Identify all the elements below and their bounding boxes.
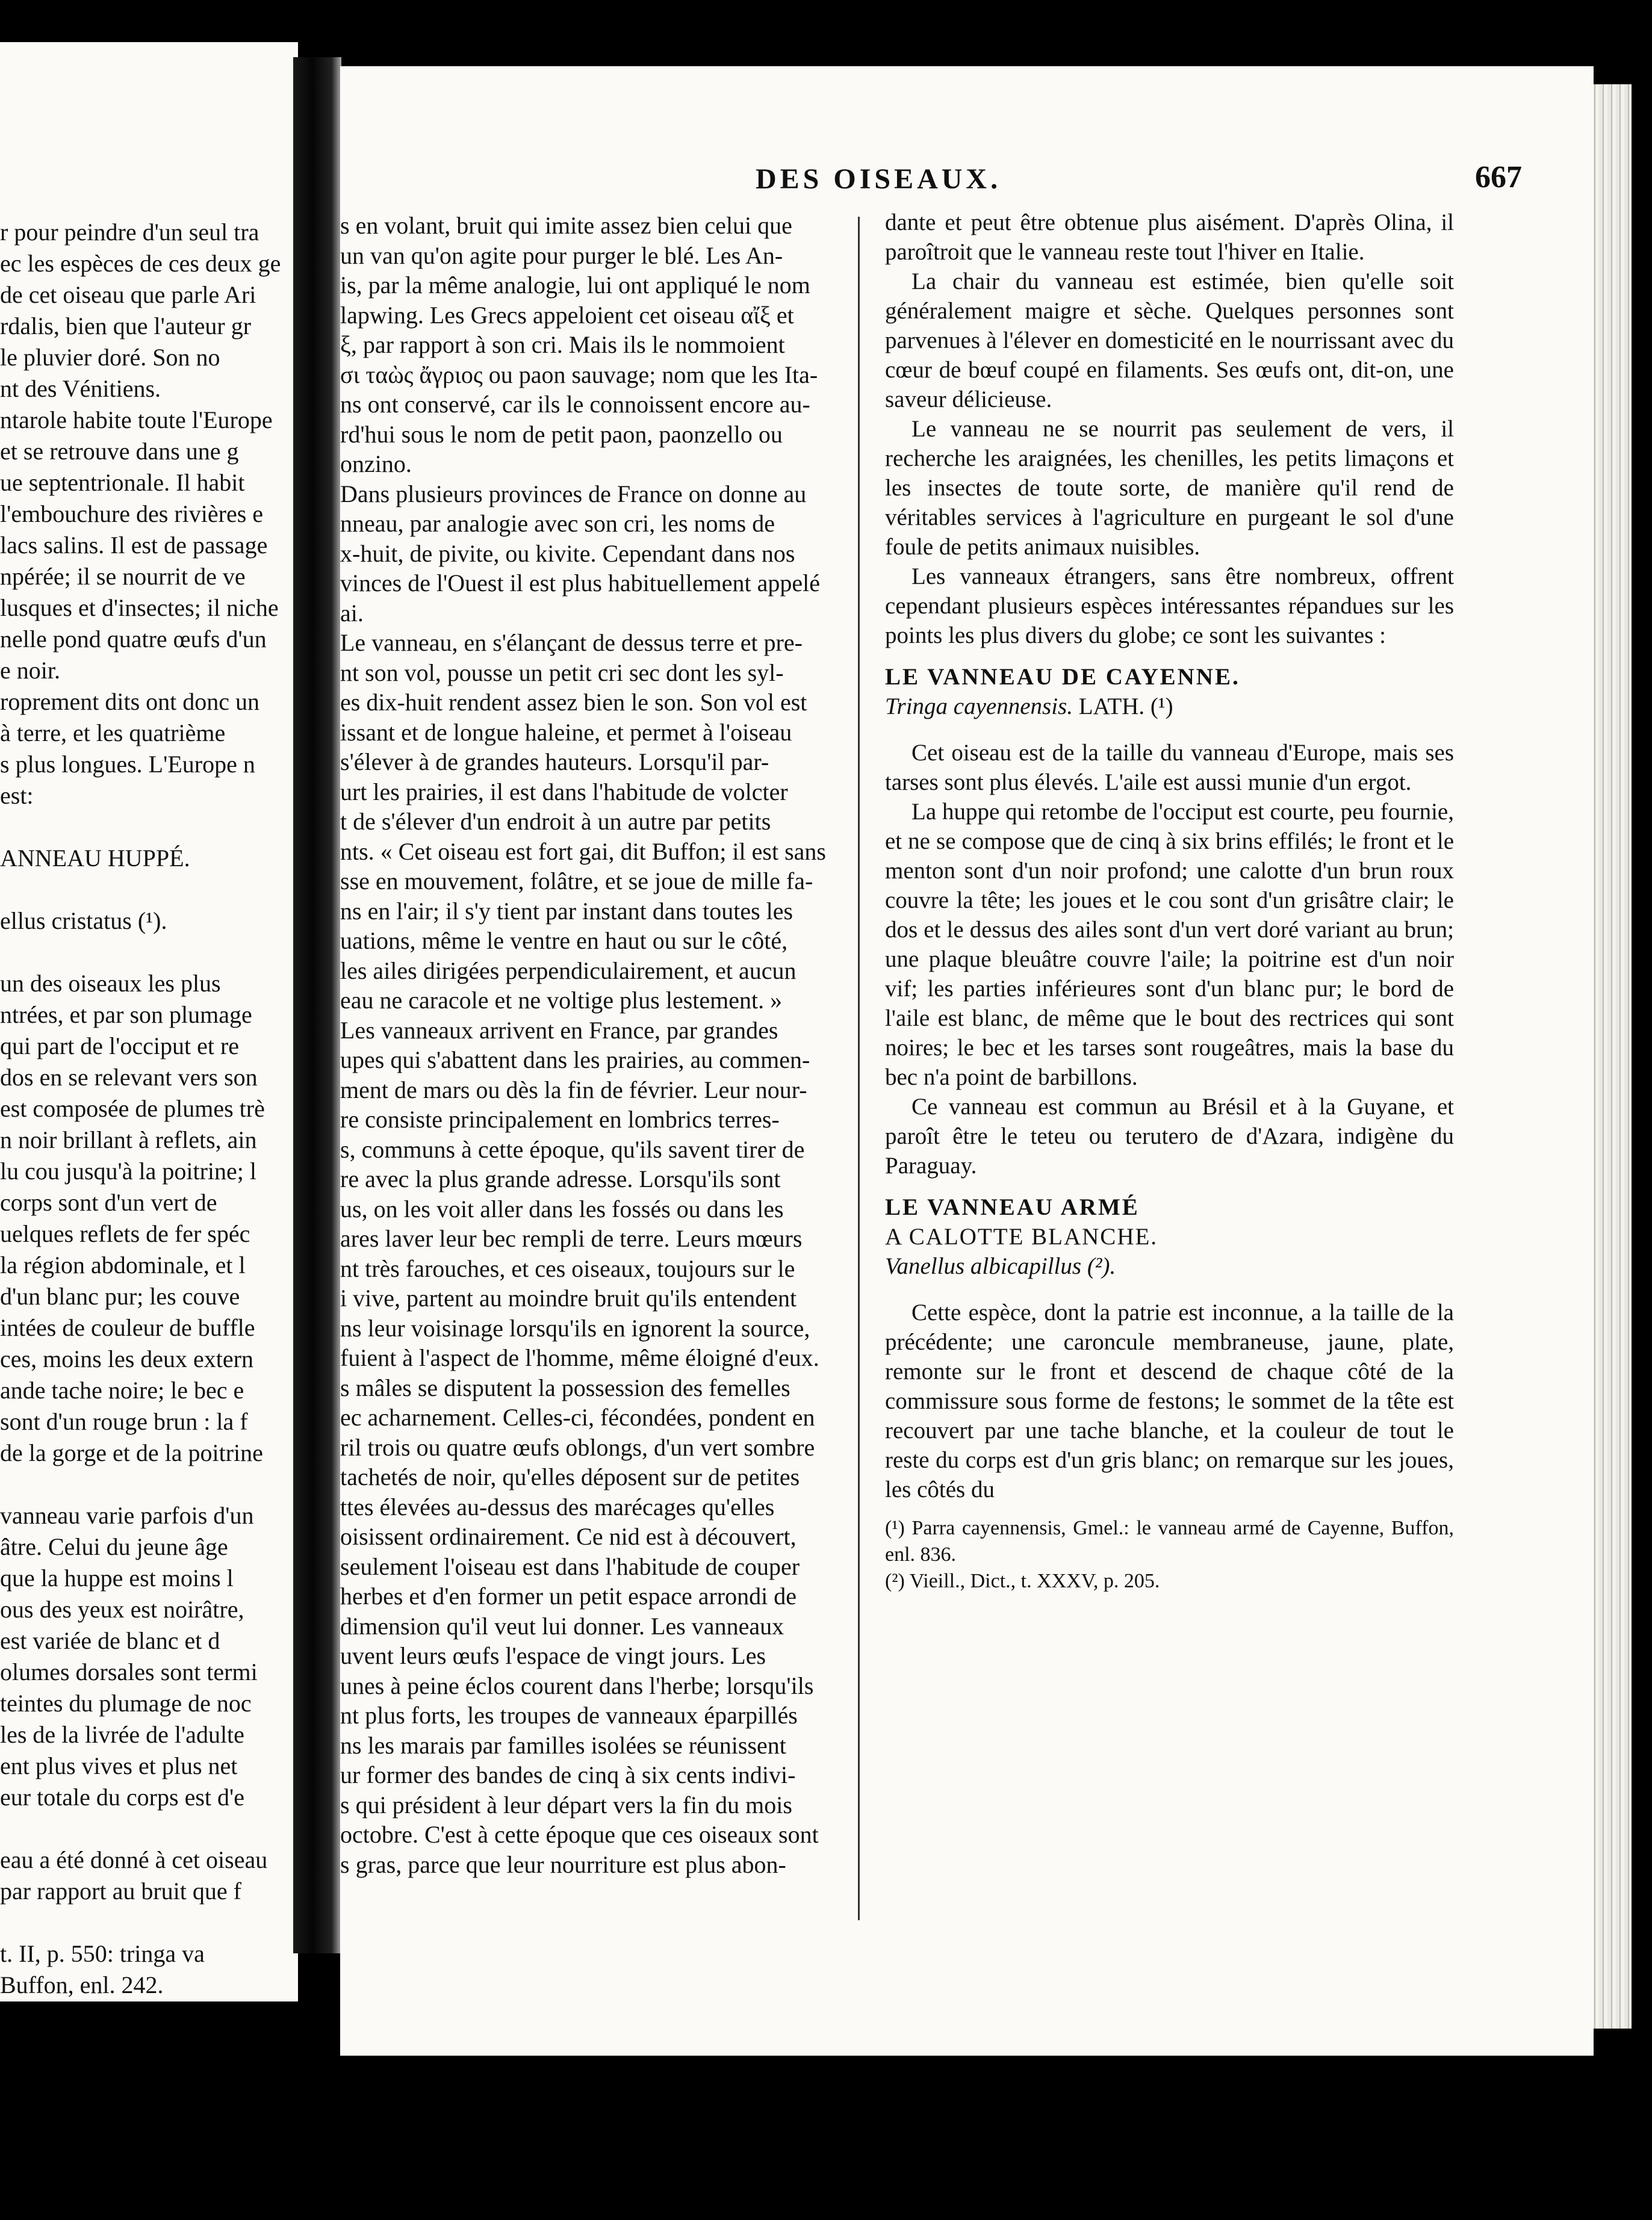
text-line: t. II, p. 550: tringa va <box>0 1940 205 1967</box>
text-line: es dix-huit rendent assez bien le son. Son vol est <box>340 689 807 716</box>
text-line <box>0 937 298 968</box>
text-line: ec les espèces de ces deux ge <box>0 250 281 277</box>
text-line: oisissent ordinairement. Ce nid est à découvert, <box>340 1523 796 1550</box>
text-line: e noir. <box>0 657 60 684</box>
text-line: t de s'élever d'un endroit à un autre par petits <box>340 808 771 835</box>
text-line: s mâles se disputent la possession des femelles <box>340 1374 790 1401</box>
text-line: lapwing. Les Grecs appeloient cet oiseau αἴξ et <box>340 301 794 329</box>
page-number: 667 <box>1475 160 1522 194</box>
footnote: (¹) Parra cayennensis, Gmel.: le vanneau armé de Cayenne, Buffon, enl. 836. <box>885 1517 1454 1566</box>
section-heading: LE VANNEAU DE CAYENNE. <box>885 664 1240 690</box>
text-line: re avec la plus grande adresse. Lorsqu'ils sont <box>340 1165 781 1192</box>
text-line: i vive, partent au moindre bruit qu'ils entendent <box>340 1285 797 1312</box>
text-line: us, on les voit aller dans les fossés ou dans les <box>340 1195 784 1223</box>
text-line: la région abdominale, et l <box>0 1251 246 1279</box>
text-line: ai. <box>340 599 364 627</box>
text-line: est: <box>0 782 34 809</box>
footnote: (²) Vieill., Dict., t. XXXV, p. 205. <box>885 1570 1160 1592</box>
text-line: ares laver leur bec rempli de terre. Leurs mœurs <box>340 1225 803 1252</box>
text-line: le pluvier doré. Son no <box>0 344 220 371</box>
text-line <box>0 811 298 843</box>
text-line: nt plus forts, les troupes de vanneaux éparpillés <box>340 1702 798 1729</box>
text-line: dimension qu'il veut lui donner. Les vanneaux <box>340 1612 784 1640</box>
paragraph: Cette espèce, dont la patrie est inconnue, a la taille de la précédente; une caroncule membraneuse, jaune, plate, remonte sur le front et descend de chaque côté de la commissure sous forme de festons; le sommet de la tête est recouvert par une tache blanche, et la couleur de tout le reste du corps est d'un gris blanc; on remarque sur les joues, les côtés du <box>885 1300 1454 1502</box>
text-line: olumes dorsales sont termi <box>0 1658 258 1685</box>
paragraph: La chair du vanneau est estimée, bien qu'elle soit généralement maigre et sèche. Quelques personnes sont parvenues à l'élever en domesticité en le nourrissant avec du cœur de bœuf coupé en filaments. Ses œufs ont, dit-on, une saveur délicieuse. <box>885 268 1454 412</box>
text-line: ANNEAU HUPPÉ. <box>0 845 190 872</box>
text-line: et se retrouve dans une g <box>0 438 239 465</box>
text-line: Le vanneau, en s'élançant de dessus terre et pre- <box>340 629 803 656</box>
text-line: n noir brillant à reflets, ain <box>0 1126 257 1153</box>
text-line: ur former des bandes de cinq à six cents indivi- <box>340 1761 796 1788</box>
text-line: les de la livrée de l'adulte <box>0 1721 244 1748</box>
text-line: âtre. Celui du jeune âge <box>0 1533 228 1560</box>
section-subheading: A CALOTTE BLANCHE. <box>885 1224 1158 1250</box>
text-line: ande tache noire; le bec e <box>0 1377 244 1404</box>
text-line: de la gorge et de la poitrine <box>0 1439 263 1466</box>
text-line: eau ne caracole et ne voltige plus lestement. » <box>340 987 783 1014</box>
text-line: ξ, par rapport à son cri. Mais ils le nommoient <box>340 331 785 358</box>
text-line: sont d'un rouge brun : la f <box>0 1408 248 1435</box>
text-line: herbes et d'en former un petit espace arrondi de <box>340 1583 796 1610</box>
column-right <box>885 208 1454 1595</box>
text-line: urt les prairies, il est dans l'habitude de volcter <box>340 778 788 805</box>
left-page <box>0 42 298 2001</box>
left-page-text <box>0 217 298 2001</box>
text-line: uations, même le ventre en haut ou sur le côté, <box>340 927 788 954</box>
text-line: r pour peindre d'un seul tra <box>0 219 259 246</box>
text-line: que la huppe est moins l <box>0 1564 234 1592</box>
paragraph: Ce vanneau est commun au Brésil et à la Guyane, et paroît être le teteu ou terutero de d'Azara, indigène du Paraguay. <box>885 1094 1454 1179</box>
text-line: ment de mars ou dès la fin de février. Leur nour- <box>340 1076 807 1103</box>
text-line: uelques reflets de fer spéc <box>0 1220 250 1247</box>
text-line: de cet oiseau que parle Ari <box>0 281 256 308</box>
text-line: est variée de blanc et d <box>0 1627 220 1654</box>
column-left <box>340 211 855 1879</box>
text-line <box>0 1813 298 1844</box>
text-line: tachetés de noir, qu'elles déposent sur de petites <box>340 1463 800 1490</box>
text-line: s, communs à cette époque, qu'ils savent tirer de <box>340 1135 805 1163</box>
text-line: l'embouchure des rivières e <box>0 500 264 527</box>
text-line: ntrées, et par son plumage <box>0 1001 252 1028</box>
text-line <box>0 874 298 905</box>
paragraph: dante et peut être obtenue plus aisément. D'après Olina, il paroîtroit que le vanneau reste tout l'hiver en Italie. <box>885 209 1454 265</box>
text-line: nt très farouches, et ces oiseaux, toujours sur le <box>340 1254 795 1282</box>
paragraph: Le vanneau ne se nourrit pas seulement de vers, il recherche les araignées, les chenilles, les petits limaçons et les insectes de toute sorte, de manière qu'il rend de véritables services à l'agriculture en purgeant le sol d'une foule de petits animaux nuisibles. <box>885 416 1454 560</box>
text-line: eau a été donné à cet oiseau <box>0 1846 268 1873</box>
text-line: est composée de plumes trè <box>0 1095 265 1122</box>
text-line: intées de couleur de buffle <box>0 1314 255 1341</box>
text-line: s en volant, bruit qui imite assez bien celui que <box>340 212 792 239</box>
text-line: is, par la même analogie, lui ont appliqué le nom <box>340 271 810 299</box>
text-line: s qui président à leur départ vers la fin du mois <box>340 1791 792 1818</box>
paragraph: Cet oiseau est de la taille du vanneau d'Europe, mais ses tarses sont plus élevés. L'aile est aussi munie d'un ergot. <box>885 740 1454 795</box>
text-line: ellus cristatus (¹). <box>0 907 167 934</box>
book-gutter <box>293 57 341 1953</box>
text-line: vanneau varie parfois d'un <box>0 1502 254 1529</box>
text-line: ril trois ou quatre œufs oblongs, d'un vert sombre <box>340 1433 815 1461</box>
text-line: corps sont d'un vert de <box>0 1189 217 1216</box>
column-rule <box>858 217 860 1920</box>
text-line: lusques et d'insectes; il niche <box>0 594 279 621</box>
text-line: eur totale du corps est d'e <box>0 1784 244 1811</box>
text-line: unes à peine éclos courent dans l'herbe; lorsqu'ils <box>340 1672 814 1699</box>
text-line: Dans plusieurs provinces de France on donne au <box>340 480 807 507</box>
text-line: teintes du plumage de noc <box>0 1690 252 1717</box>
text-line: issant et de longue haleine, et permet à l'oiseau <box>340 718 792 746</box>
text-line: ttes élevées au-dessus des marécages qu'elles <box>340 1493 775 1521</box>
text-line: lu cou jusqu'à la poitrine; l <box>0 1158 257 1185</box>
text-line: nts. « Cet oiseau est fort gai, dit Buffon; il est sans <box>340 837 826 865</box>
text-line: qui part de l'occiput et re <box>0 1032 240 1059</box>
text-line: un van qu'on agite pour purger le blé. Les An- <box>340 241 783 269</box>
text-line: ue septentrionale. Il habit <box>0 469 245 496</box>
text-line: nelle pond quatre œufs d'un <box>0 625 267 653</box>
text-line: Les vanneaux arrivent en France, par grandes <box>340 1016 778 1044</box>
text-line: nt son vol, pousse un petit cri sec dont les syl- <box>340 659 784 686</box>
text-line: x-huit, de pivite, ou kivite. Cependant dans nos <box>340 539 795 567</box>
text-line: rdalis, bien que l'auteur gr <box>0 312 252 340</box>
text-line: re consiste principalement en lombrics terres- <box>340 1106 780 1133</box>
paragraph: La huppe qui retombe de l'occiput est courte, peu fournie, et ne se compose que de cinq à six brins effilés; le front et le menton sont d'un noir profond; une calotte d'un brun roux couvre la tête; les joues et le cou sont d'un grisâtre clair; le dos et le dessus des ailes sont d'un vert doré variant au brun; une plaque bleuâtre couvre l'aile; la poitrine est d'un noir vif; les parties inférieures sont d'un blanc pur; le bord de l'aile est blanc, de même que le bout des rectrices qui sont noires; le bec et les tarses sont rougeâtres, mais la base du bec n'a point de barbillons. <box>885 799 1454 1090</box>
paragraph: Les vanneaux étrangers, sans être nombreux, offrent cependant plusieurs espèces intéressantes répandues sur les points les plus divers du globe; ce sont les suivantes : <box>885 563 1454 648</box>
section-heading: LE VANNEAU ARMÉ <box>885 1194 1140 1220</box>
text-line: nneau, par analogie avec son cri, les noms de <box>340 510 775 537</box>
text-line: ns ont conservé, car ils le connoissent encore au- <box>340 391 810 418</box>
text-line: σι ταὼς ἄγριος ou paon sauvage; nom que les Ita- <box>340 361 818 388</box>
text-line: Buffon, enl. 242. <box>0 1971 164 1998</box>
text-line: roprement dits ont donc un <box>0 688 260 715</box>
text-line: s plus longues. L'Europe n <box>0 751 255 778</box>
text-line: s'élever à de grandes hauteurs. Lorsqu'il par- <box>340 748 769 775</box>
text-line <box>0 1469 298 1500</box>
text-line: les ailes dirigées perpendiculairement, et aucun <box>340 957 796 984</box>
text-line: sse en mouvement, folâtre, et se joue de mille fa- <box>340 867 813 895</box>
text-line: lacs salins. Il est de passage <box>0 532 268 559</box>
text-line: npérée; il se nourrit de ve <box>0 563 246 590</box>
text-line: ntarole habite toute l'Europe <box>0 406 273 433</box>
text-line: fuient à l'aspect de l'homme, même éloigné d'eux. <box>340 1344 819 1371</box>
text-line: ous des yeux est noirâtre, <box>0 1596 244 1623</box>
text-line: un des oiseaux les plus <box>0 970 221 997</box>
text-line: onzino. <box>340 450 412 477</box>
text-line: octobre. C'est à cette époque que ces oiseaux sont <box>340 1821 819 1848</box>
latin-authority: LATH. (¹) <box>1078 693 1173 719</box>
text-line: par rapport au bruit que f <box>0 1877 241 1905</box>
text-line: vinces de l'Ouest il est plus habituellement appelé <box>340 569 820 597</box>
text-line: ec acharnement. Celles-ci, fécondées, pondent en <box>340 1404 815 1431</box>
text-line: à terre, et les quatrième <box>0 719 226 746</box>
text-line: d'un blanc pur; les couve <box>0 1283 240 1310</box>
text-line: ns en l'air; il s'y tient par instant dans toutes les <box>340 897 793 925</box>
text-line: ns les marais par familles isolées se réunissent <box>340 1731 786 1759</box>
latin-name: Vanellus albicapillus (²). <box>885 1253 1116 1279</box>
text-line: seulement l'oiseau est dans l'habitude de couper <box>340 1552 800 1580</box>
text-line: dos en se relevant vers son <box>0 1064 258 1091</box>
text-line: uvent leurs œufs l'espace de vingt jours. Les <box>340 1642 766 1669</box>
latin-name <box>885 692 1454 721</box>
text-line: ces, moins les deux extern <box>0 1345 253 1372</box>
text-line: ent plus vives et plus net <box>0 1752 238 1779</box>
text-line: ns leur voisinage lorsqu'ils en ignorent la source, <box>340 1314 810 1342</box>
right-page <box>340 66 1594 2056</box>
latin-binomial: Tringa cayennensis. <box>885 693 1073 719</box>
text-line: rd'hui sous le nom de petit paon, paonzello ou <box>340 420 783 448</box>
text-line: s gras, parce que leur nourriture est plus abon- <box>340 1850 786 1878</box>
text-line: nt des Vénitiens. <box>0 375 161 402</box>
text-line <box>0 1907 298 1938</box>
running-head: DES OISEAUX. <box>756 163 1002 195</box>
text-line: upes qui s'abattent dans les prairies, au commen- <box>340 1046 810 1073</box>
